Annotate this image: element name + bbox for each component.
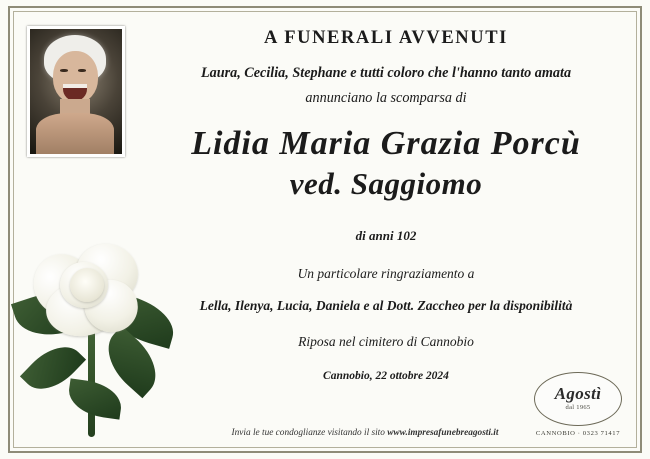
relatives-line: Laura, Cecilia, Stephane e tutti coloro che l'hanno tanto amata bbox=[200, 65, 572, 81]
rose-leaf bbox=[66, 378, 124, 419]
age-line: di anni 102 bbox=[355, 228, 417, 244]
condolences-note bbox=[150, 428, 580, 438]
portrait-photo-image bbox=[30, 29, 122, 154]
portrait-eye-left bbox=[60, 69, 68, 72]
portrait-photo bbox=[27, 26, 125, 157]
resting-place: Riposa nel cimitero di Cannobio bbox=[298, 334, 474, 350]
place-and-date: Cannobio, 22 ottobre 2024 bbox=[323, 370, 449, 383]
thanks-names: Lella, Ilenya, Lucia, Daniela e al Dott. Zaccheo per la disponibilità bbox=[199, 298, 573, 314]
notice-text-block bbox=[150, 28, 622, 396]
rose-bloom bbox=[30, 238, 150, 342]
thanks-title: Un particolare ringraziamento a bbox=[297, 266, 475, 282]
portrait-eye-right bbox=[78, 69, 86, 72]
condolences-prefix: Invia le tue condoglianze visitando il sito bbox=[231, 428, 388, 438]
deceased-name: Lidia Maria Grazia Porcù bbox=[191, 125, 581, 162]
funeral-home-logo bbox=[530, 372, 626, 437]
portrait-body bbox=[36, 113, 114, 155]
logo-oval-frame bbox=[534, 372, 622, 426]
logo-since: dal 1965 bbox=[565, 404, 591, 411]
logo-name: Agostì bbox=[554, 384, 602, 403]
deceased-subname: ved. Saggiomo bbox=[289, 166, 483, 202]
announcement-line: annunciano la scomparsa di bbox=[305, 90, 467, 106]
notice-headline: A FUNERALI AVVENUTI bbox=[264, 28, 508, 48]
rose-center bbox=[70, 268, 104, 302]
logo-caption: CANNOBIO · 0323 71417 bbox=[535, 430, 621, 437]
condolences-website[interactable]: www.impresafunebreagosti.it bbox=[387, 428, 499, 438]
